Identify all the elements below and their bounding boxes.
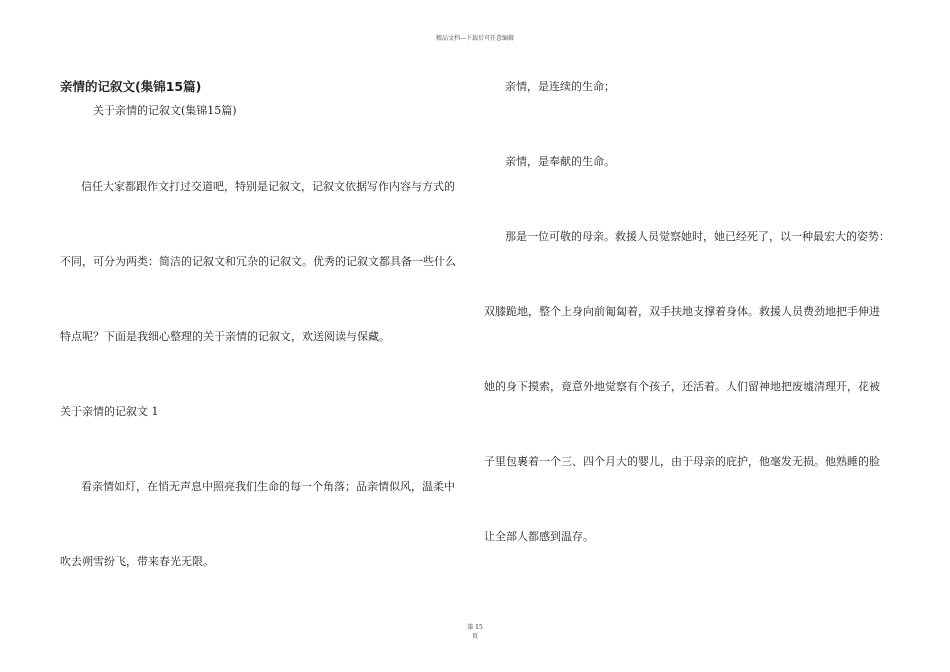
paragraph-2-line-3: 她的身下摸索，竟意外地觉察有个孩子，还活着。人们留神地把废墟清理开，花被	[484, 380, 880, 393]
paragraph-1-line-2: 吹去朔雪纷飞，带来春光无限。	[60, 555, 214, 568]
right-line-1: 亲情，是连续的生命；	[505, 80, 615, 93]
paragraph-1-line-1: 看亲情如灯，在悄无声息中照亮我们生命的每一个角落；品亲情似风，温柔中	[81, 480, 455, 493]
paragraph-2-line-2: 双膝跪地，整个上身向前匍匐着，双手扶地支撑着身体。救援人员费劲地把手伸进	[484, 305, 880, 318]
paragraph-2-line-1: 那是一位可敬的母亲。救援人员觉察她时，她已经死了，以一种最宏大的姿势：	[505, 230, 890, 243]
page-footer	[0, 623, 950, 641]
intro-line-3: 特点呢？下面是我细心整理的关于亲情的记叙文，欢送阅读与保藏。	[60, 330, 390, 343]
paragraph-2-line-4: 子里包裹着一个三、四个月大的婴儿，由于母亲的庇护，他毫发无损。他熟睡的脸	[484, 455, 880, 468]
page-number-line	[0, 623, 950, 632]
intro-line-2: 不同，可分为两类：简洁的记叙文和冗杂的记叙文。优秀的记叙文都具备一些什么	[60, 255, 456, 268]
intro-line-1: 信任大家都跟作文打过交道吧，特别是记叙文，记叙文依据写作内容与方式的	[81, 180, 455, 193]
section-heading: 关于亲情的记叙文 1	[60, 405, 159, 418]
page-header	[0, 33, 950, 42]
page-suffix: 页	[471, 633, 478, 640]
right-line-2: 亲情，是奉献的生命。	[505, 155, 615, 168]
document-subtitle: 关于亲情的记叙文(集锦15篇)	[93, 104, 237, 117]
page-prefix: 第	[467, 624, 474, 631]
document-title: 亲情的记叙文(集锦15篇)	[60, 79, 202, 94]
header-text: 精品文档---下载后可任意编辑	[435, 35, 515, 42]
paragraph-2-line-5: 让全部人都感到温存。	[484, 530, 594, 543]
page-number: 15	[475, 624, 483, 631]
